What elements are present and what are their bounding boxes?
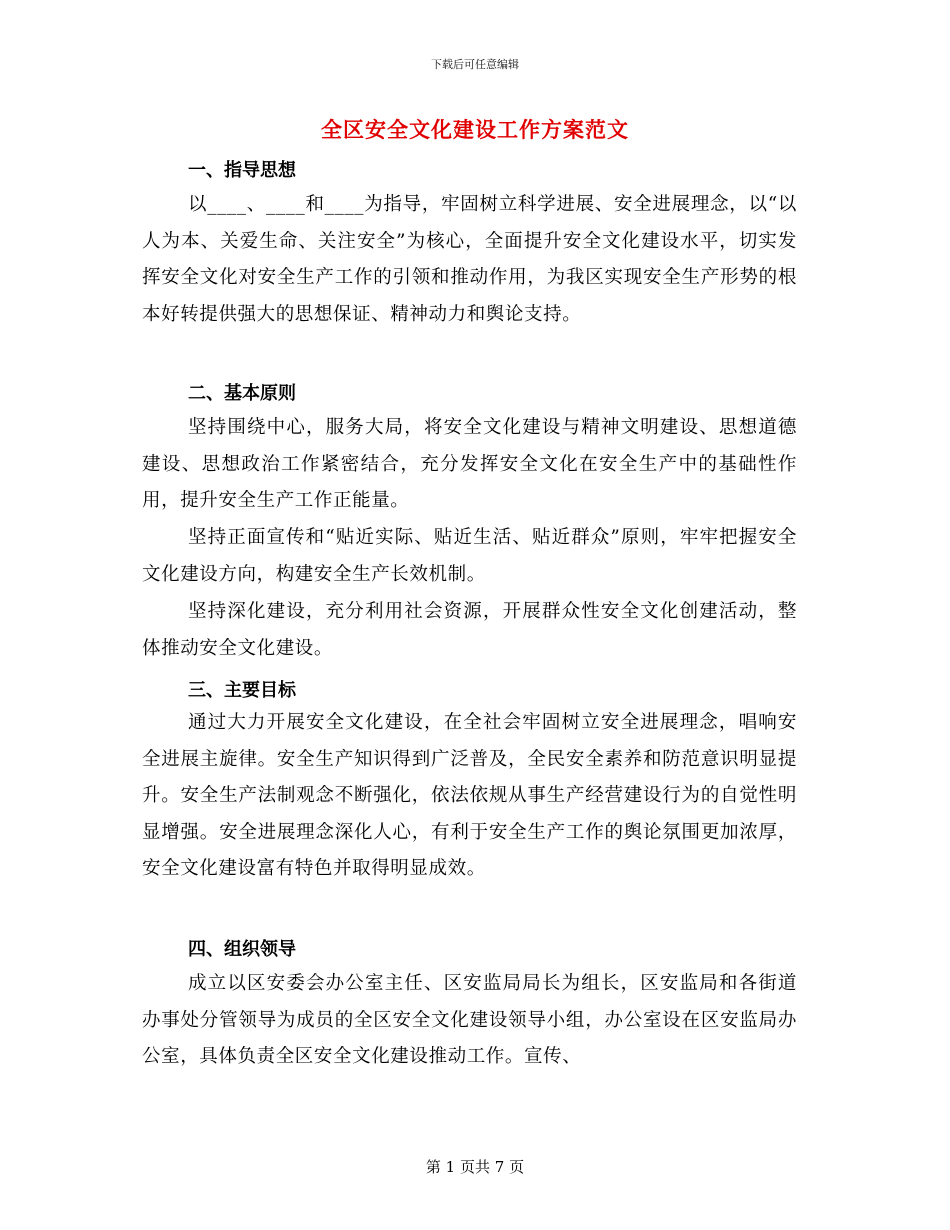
section-2-paragraph-2: 坚持正面宣传和“贴近实际、贴近生活、贴近群众”原则，牢牢把握安全文化建设方向，构建安全生产长效机制。 <box>142 527 797 585</box>
section-heading-2: 二、基本原则 <box>188 383 296 404</box>
document-title: 全区安全文化建设工作方案范文 <box>321 118 629 142</box>
section-1-paragraph-1: 以____、____和____为指导，牢固树立科学进展、安全进展理念，以“以人为本、关爱生命、关注安全”为核心，全面提升安全文化建设水平，切实发挥安全文化对安全生产工作的引领和推动作用，为我区实现安全生产形势的根本好转提供强大的思想保证、精神动力和舆论支持。 <box>142 194 797 325</box>
page-footer: 第 1 页共 7 页 <box>425 1158 525 1176</box>
section-2-paragraph-3: 坚持深化建设，充分利用社会资源，开展群众性安全文化创建活动，整体推动安全文化建设。 <box>142 601 797 659</box>
section-heading-4: 四、组织领导 <box>188 939 296 960</box>
section-2-paragraph-1: 坚持围绕中心，服务大局，将安全文化建设与精神文明建设、思想道德建设、思想政治工作紧密结合，充分发挥安全文化在安全生产中的基础性作用，提升安全生产工作正能量。 <box>142 417 797 511</box>
section-heading-3: 三、主要目标 <box>188 680 296 701</box>
section-heading-1: 一、指导思想 <box>188 160 296 181</box>
section-4-paragraph-1: 成立以区安委会办公室主任、区安监局局长为组长，区安监局和各街道办事处分管领导为成员的全区安全文化建设领导小组，办公室设在区安监局办公室，具体负责全区安全文化建设推动工作。宣传、 <box>142 973 797 1067</box>
section-3-paragraph-1: 通过大力开展安全文化建设，在全社会牢固树立安全进展理念，唱响安全进展主旋律。安全生产知识得到广泛普及，全民安全素养和防范意识明显提升。安全生产法制观念不断强化，依法依规从事生产经营建设行为的自觉性明显增强。安全进展理念深化人心，有利于安全生产工作的舆论氛围更加浓厚，安全文化建设富有特色并取得明显成效。 <box>142 712 797 879</box>
header-note: 下载后可任意编辑 <box>431 58 519 71</box>
